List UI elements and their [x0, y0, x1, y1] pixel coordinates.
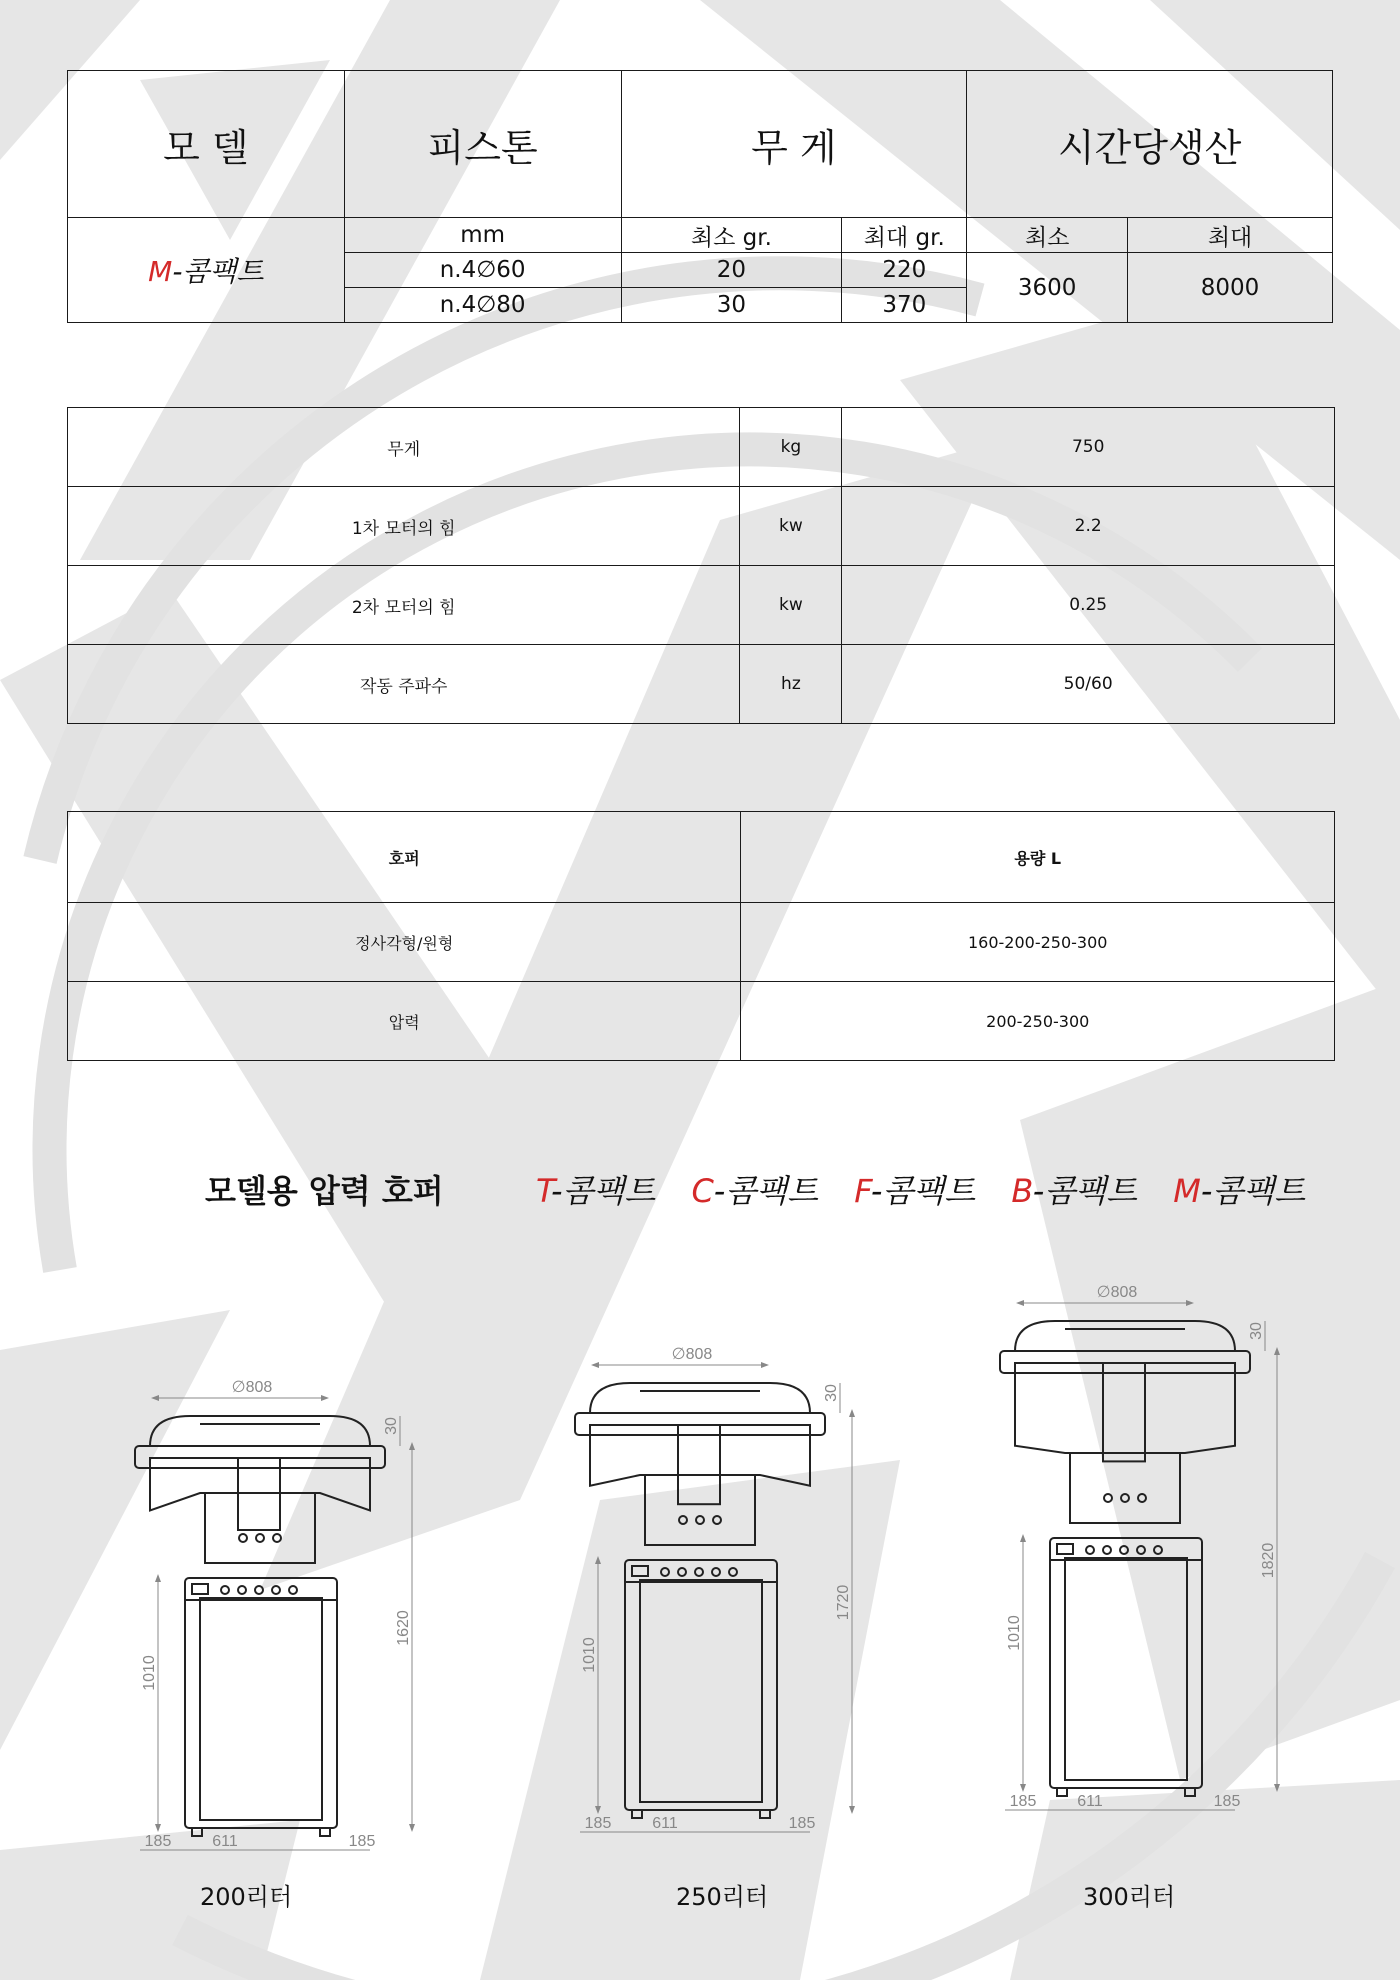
property-value: 50/60: [842, 645, 1335, 724]
dim-left-label: 185: [1009, 1793, 1037, 1810]
properties-table: [67, 407, 1335, 724]
dim-right-label: 185: [348, 1833, 376, 1850]
max-gr-value: 370: [842, 288, 967, 323]
foot: [1185, 1788, 1195, 1796]
hourly-min-value: 3600: [967, 253, 1128, 323]
dim-right-label: 185: [788, 1815, 816, 1832]
drawing-200-liter: [135, 1379, 412, 1850]
hopper-chute: [678, 1425, 720, 1504]
property-unit: kw: [740, 487, 842, 566]
dim-base-label: 1010: [581, 1637, 598, 1673]
dim-mid-label: 611: [212, 1833, 238, 1850]
hopper-type-label: 압력: [68, 982, 741, 1061]
spec-subheader-row: [68, 218, 1333, 253]
dosing-box: [645, 1475, 755, 1545]
frame-inner: [1065, 1558, 1187, 1780]
dim-lid-label: 30: [823, 1384, 840, 1402]
dosing-box: [205, 1493, 315, 1563]
weight-header: 무 게: [621, 71, 967, 218]
dim-left-label: 185: [584, 1815, 612, 1832]
dim-diameter-label: ∅808: [671, 1346, 713, 1363]
dosing-port: [1121, 1494, 1129, 1502]
drawing-caption: 200리터: [200, 1883, 293, 1911]
min-gr-value: 20: [621, 253, 842, 288]
panel-knob: [272, 1586, 280, 1594]
panel-knob: [712, 1568, 720, 1576]
panel-knob: [255, 1586, 263, 1594]
property-value: 2.2: [842, 487, 1335, 566]
spec-table: [67, 70, 1333, 323]
model-header: 모 델: [68, 71, 345, 218]
hourly-max-value: 8000: [1128, 253, 1333, 323]
table-row: [68, 566, 1335, 645]
foot: [632, 1810, 642, 1818]
dosing-box: [1070, 1453, 1180, 1523]
table-row: [68, 408, 1335, 487]
dim-left-label: 185: [144, 1833, 172, 1850]
panel-switch: [632, 1566, 648, 1576]
table-row: [68, 903, 1335, 982]
panel-knob: [1120, 1546, 1128, 1554]
dosing-port: [1138, 1494, 1146, 1502]
dosing-port: [239, 1534, 247, 1542]
model-list: [536, 1166, 1331, 1212]
property-value: 0.25: [842, 566, 1335, 645]
dim-lid-label: 30: [383, 1417, 400, 1435]
model-tag: M-콤팩트: [1173, 1172, 1306, 1210]
panel-switch: [1057, 1544, 1073, 1554]
table-row: [68, 982, 1335, 1061]
hourly-production-header: 시간당생산: [967, 71, 1333, 218]
spec-header-row: [68, 71, 1333, 218]
panel-knob: [661, 1568, 669, 1576]
panel-knob: [729, 1568, 737, 1576]
model-name-cell: [68, 218, 345, 323]
dim-right-label: 185: [1213, 1793, 1241, 1810]
panel-knob: [1154, 1546, 1162, 1554]
dim-diameter-label: ∅808: [231, 1379, 273, 1396]
dim-total-label: 1620: [395, 1610, 412, 1646]
foot: [760, 1810, 770, 1818]
piston-value: n.4∅60: [344, 253, 621, 288]
piston-value: n.4∅80: [344, 288, 621, 323]
dim-base-label: 1010: [141, 1655, 158, 1691]
table-row: [68, 487, 1335, 566]
property-value: 750: [842, 408, 1335, 487]
hopper-capacity-value: 160-200-250-300: [741, 903, 1335, 982]
drawing-caption: 250리터: [676, 1883, 769, 1911]
panel-switch: [192, 1584, 208, 1594]
dim-total-label: 1720: [835, 1584, 852, 1621]
min-gr-subheader: 최소 gr.: [621, 218, 842, 253]
panel-knob: [1086, 1546, 1094, 1554]
panel-knob: [221, 1586, 229, 1594]
property-label: 작동 주파수: [68, 645, 740, 724]
hopper-drawings: [0, 1270, 1400, 1850]
model-prefix: M: [148, 255, 173, 288]
hopper-header: 호퍼: [68, 812, 741, 903]
machine-frame: [625, 1560, 777, 1810]
hopper-body: [150, 1458, 370, 1511]
lid-handle: [1015, 1321, 1235, 1351]
property-unit: kg: [740, 408, 842, 487]
max-gr-value: 220: [842, 253, 967, 288]
max-gr-subheader: 최대 gr.: [842, 218, 967, 253]
model-tag: F-콤팩트: [854, 1172, 976, 1210]
hopper-type-label: 정사각형/원형: [68, 903, 741, 982]
capacity-header: 용량 L: [741, 812, 1335, 903]
table-row: [68, 645, 1335, 724]
lid-handle: [150, 1416, 370, 1446]
panel-knob: [238, 1586, 246, 1594]
dim-total-label: 1820: [1260, 1542, 1277, 1579]
model-tag: C-콤팩트: [691, 1172, 819, 1210]
piston-header: 피스톤: [344, 71, 621, 218]
dosing-port: [713, 1516, 721, 1524]
machine-frame: [185, 1578, 337, 1828]
dosing-port: [256, 1534, 264, 1542]
property-label: 1차 모터의 힘: [68, 487, 740, 566]
dim-diameter-label: ∅808: [1096, 1284, 1138, 1301]
hopper-body: [1015, 1363, 1235, 1453]
panel-knob: [289, 1586, 297, 1594]
panel-knob: [695, 1568, 703, 1576]
dim-mid-label: 611: [652, 1815, 678, 1832]
hopper-table: [67, 811, 1335, 1061]
frame-inner: [200, 1598, 322, 1820]
dim-lid-label: 30: [1248, 1322, 1265, 1340]
dosing-port: [273, 1534, 281, 1542]
property-label: 무게: [68, 408, 740, 487]
panel-knob: [1103, 1546, 1111, 1554]
dim-mid-label: 611: [1077, 1793, 1103, 1810]
hopper-capacity-value: 200-250-300: [741, 982, 1335, 1061]
model-tag: T-콤팩트: [536, 1172, 656, 1210]
section-title: 모델용 압력 호퍼: [205, 1172, 444, 1210]
mm-subheader: mm: [344, 218, 621, 253]
min-gr-value: 30: [621, 288, 842, 323]
dosing-port: [679, 1516, 687, 1524]
drawing-300-liter: [1000, 1284, 1277, 1810]
model-tag: B-콤팩트: [1011, 1172, 1138, 1210]
machine-frame: [1050, 1538, 1202, 1788]
dim-base-label: 1010: [1006, 1615, 1023, 1651]
dosing-port: [696, 1516, 704, 1524]
property-unit: kw: [740, 566, 842, 645]
drawing-caption: 300리터: [1083, 1883, 1176, 1911]
hopper-header-row: [68, 812, 1335, 903]
dosing-port: [1104, 1494, 1112, 1502]
max-subheader: 최대: [1128, 218, 1333, 253]
hopper-chute: [1103, 1363, 1145, 1461]
panel-knob: [1137, 1546, 1145, 1554]
property-label: 2차 모터의 힘: [68, 566, 740, 645]
drawing-250-liter: [575, 1346, 852, 1832]
property-unit: hz: [740, 645, 842, 724]
min-subheader: 최소: [967, 218, 1128, 253]
panel-knob: [678, 1568, 686, 1576]
foot: [1057, 1788, 1067, 1796]
lid-handle: [590, 1383, 810, 1413]
frame-inner: [640, 1580, 762, 1802]
model-suffix: -콤팩트: [172, 255, 264, 288]
